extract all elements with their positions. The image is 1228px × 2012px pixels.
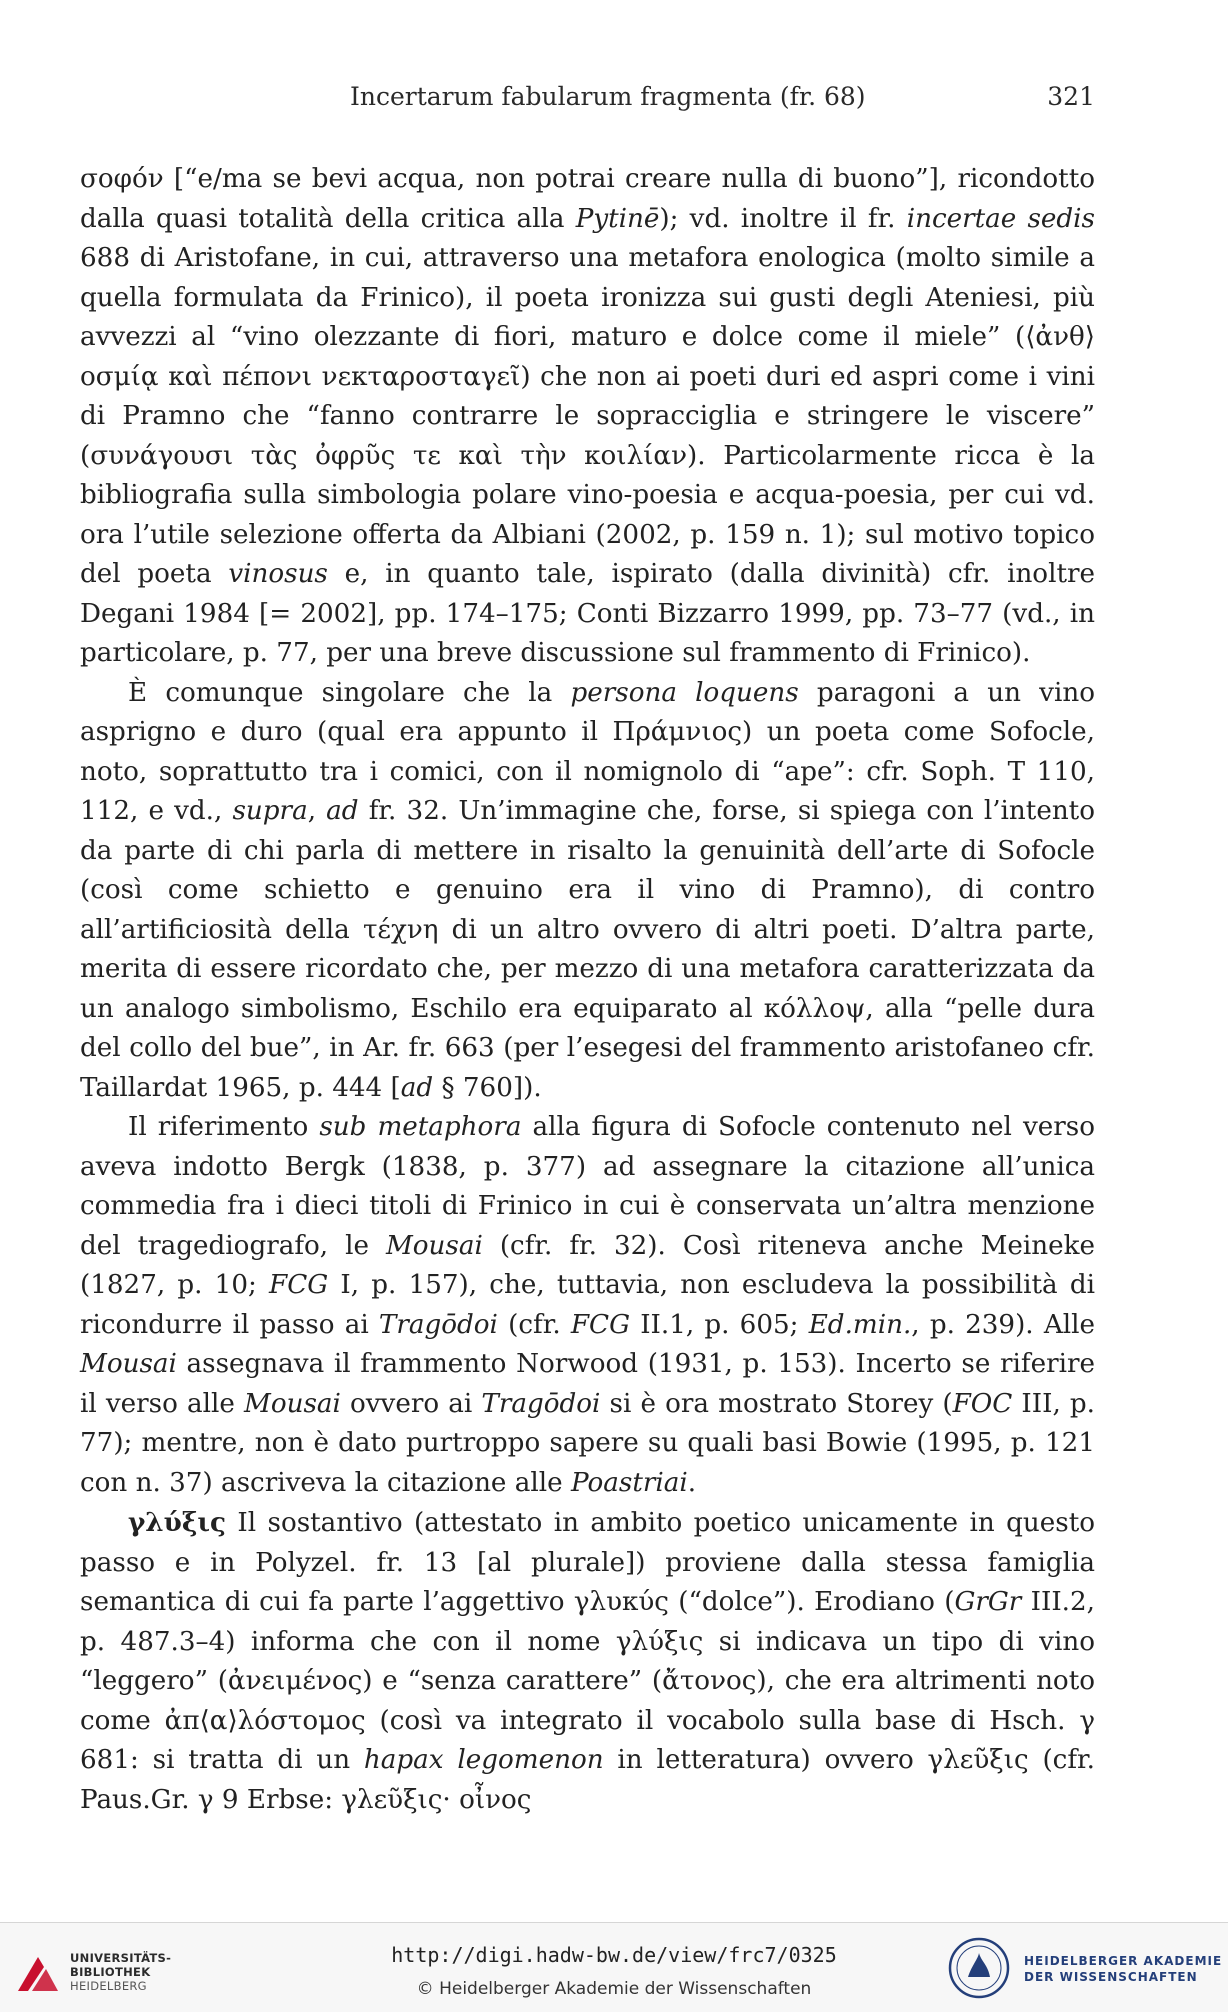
text-run: (cfr. — [497, 1309, 571, 1340]
page-header — [80, 82, 1095, 122]
text-run: fr. 32. Un’immagine che, forse, si spiega con l’intento da parte di chi parla di mettere in risalto la genuinità dell’arte di Sofocle (così come schietto e genuino era il vino di Pramno), di contro all’artificiosità della τέχνη di un altro ovvero di altri poeti. D’altra parte, merita di essere ricordato che, per mezzo di una metafora caratterizzata da un analogo simbolismo, Eschilo era equiparato al κόλλοψ, alla “pelle dura del collo del bue”, in Ar. fr. 663 (per l’esegesi del frammento aristofaneo cfr. Taillardat 1965, p. 444 [ — [80, 796, 1095, 1103]
text-run: , — [307, 796, 327, 826]
source-url-link[interactable]: http://digi.hadw-bw.de/view/frc7/0325 — [391, 1943, 837, 1967]
academy-name-line-2: DER WISSENSCHAFTEN — [1024, 1970, 1198, 1984]
academy-name — [1024, 1953, 1222, 1985]
paragraph — [80, 674, 1095, 1109]
text-run: si è ora mostrato Storey ( — [600, 1388, 953, 1419]
text-run: II.1, p. 605; — [630, 1309, 809, 1340]
italic-text: Mousai — [385, 1230, 483, 1261]
academy-name-line-1: HEIDELBERGER AKADEMIE — [1024, 1954, 1223, 1968]
text-run: alla figura di Sofocle contenuto nel verso aveva indotto Bergk (1838, p. 377) ad assegnare la citazione all’unica commedia fra i dieci titoli di Frinico in cui è conservata un’altra menzione del tragediografo, le — [80, 1112, 1095, 1261]
text-run: Il riferimento — [128, 1112, 320, 1142]
italic-text: Mousai — [244, 1388, 341, 1419]
text-run: e, in quanto tale, ispirato (dalla divinità) cfr. inoltre Degani 1984 [= 2002], pp. 174–175; Conti Bizzarro 1999, pp. 73–77 (vd., in particolare, p. 77, per una breve discussione sul frammento di Frinico). — [80, 559, 1095, 668]
commentary-body — [80, 160, 1095, 1820]
italic-text: ad — [326, 796, 359, 826]
text-run: (cfr. fr. 32). Così riteneva anche Meineke (1827, p. 10; — [80, 1230, 1096, 1300]
text-run: § 760]). — [433, 1072, 542, 1103]
text-run: in letteratura) ovvero γλεῦξις (cfr. Paus.Gr. γ 9 Erbse: γλεῦξις· οἶνος — [80, 1745, 1096, 1815]
running-head: Incertarum fabularum fragmenta (fr. 68) — [350, 82, 866, 111]
italic-text: Pytinē — [575, 203, 660, 234]
text-run: paragoni a un vino asprigno e duro (qual era appunto il Πράμνιος) un poeta come Sofocle, noto, soprattutto tra i comici, con il nomignolo di “ape”: cfr. Soph. T 110, 112, e vd., — [80, 677, 1095, 826]
paragraph — [80, 1503, 1095, 1820]
italic-text: sub metaphora — [319, 1112, 522, 1142]
italic-text: Tragōdoi — [481, 1388, 601, 1419]
footer-bar — [0, 1923, 1228, 2012]
academy-seal-icon — [948, 1937, 1010, 1999]
text-run: 688 di Aristofane, in cui, attraverso una metafora enologica (molto simile a quella formulata da Frinico), il poeta ironizza sui gusti degli Ateniesi, più avvezzi al “vino olezzante di fiori, maturo e dolce come il miele” (⟨ἀνθ⟩οσμίᾳ καὶ πέπονι νεκταροσταγεῖ) che non ai poeti duri ed aspri come i vini di Pramno che “fanno contrarre le sopracciglia e stringere le viscere” (συνάγουσι τὰς ὀφρῦς τε καὶ τὴν κοιλίαν). Particolarmente ricca è la bibliografia sulla simbologia polare vino-poesia e acqua-poesia, per cui vd. ora l’utile selezione offerta da Albiani (2002, p. 159 n. 1); sul motivo topico del poeta — [80, 243, 1095, 589]
text-run: . — [687, 1467, 697, 1498]
italic-text: supra — [232, 796, 308, 826]
page-number: 321 — [1047, 82, 1095, 111]
text-run: Il sostantivo (attestato in ambito poetico unicamente in questo passo e in Polyzel. fr. 13 [al plurale]) proviene dalla stessa famiglia semantica di cui fa parte l’aggettivo γλυκύς (“dolce”). Erodiano ( — [80, 1508, 1095, 1617]
italic-text: Ed.min. — [808, 1309, 912, 1340]
italic-text: GrGr — [954, 1587, 1022, 1617]
italic-text: incertae sedis — [906, 203, 1096, 234]
text-run: ); vd. inoltre il fr. — [659, 203, 907, 234]
library-name-line-2: BIBLIOTHEK — [70, 1965, 151, 1979]
text-run: ovvero ai — [340, 1388, 482, 1419]
italic-text: Poastriai — [570, 1467, 688, 1498]
library-name-line-3: HEIDELBERG — [70, 1979, 147, 1993]
italic-text: FCG — [269, 1270, 329, 1300]
text-run: I, p. 157), che, tuttavia, non escludeva la possibilità di ricondurre il passo ai — [80, 1270, 1095, 1340]
paragraph — [80, 160, 1095, 674]
text-run: III.2, p. 487.3–4) informa che con il nome γλύξις si indicava un tipo di vino “leggero” (ἀνειμένος) e “senza carattere” (ἄτονος), che era altrimenti noto come ἀπ⟨α⟩λόστομος (così va integrato il vocabolo sulla base di Hsch. γ 681: si tratta di un — [80, 1587, 1095, 1775]
paragraph — [80, 1108, 1095, 1503]
italic-text: vinosus — [228, 559, 328, 589]
text-run: , p. 239). Alle — [911, 1309, 1095, 1340]
text-run: È comunque singolare che la — [128, 677, 571, 708]
italic-text: Mousai — [80, 1349, 177, 1379]
italic-text: FOC — [952, 1388, 1013, 1419]
lemma-heading: γλύξις — [128, 1507, 226, 1538]
text-run: III, p. 77); mentre, non è dato purtroppo sapere su quali basi Bowie (1995, p. 121 con n. 37) ascriveva la citazione alle — [80, 1388, 1095, 1498]
library-name-line-1: UNIVERSITÄTS- — [70, 1951, 172, 1965]
italic-text: hapax legomenon — [363, 1745, 604, 1775]
text-run: assegnava il frammento Norwood (1931, p. 153). Incerto se riferire il verso alle — [80, 1349, 1095, 1419]
italic-text: persona loquens — [570, 677, 799, 708]
copyright-notice: © Heidelberger Akademie der Wissenschaften — [416, 1979, 812, 1999]
text-run: σοφόν [“e/ma se bevi acqua, non potrai creare nulla di buono”], ricondotto dalla quasi totalità della critica alla — [80, 164, 1095, 234]
italic-text: ad — [400, 1072, 434, 1103]
italic-text: FCG — [570, 1309, 631, 1340]
italic-text: Tragōdoi — [378, 1309, 498, 1340]
